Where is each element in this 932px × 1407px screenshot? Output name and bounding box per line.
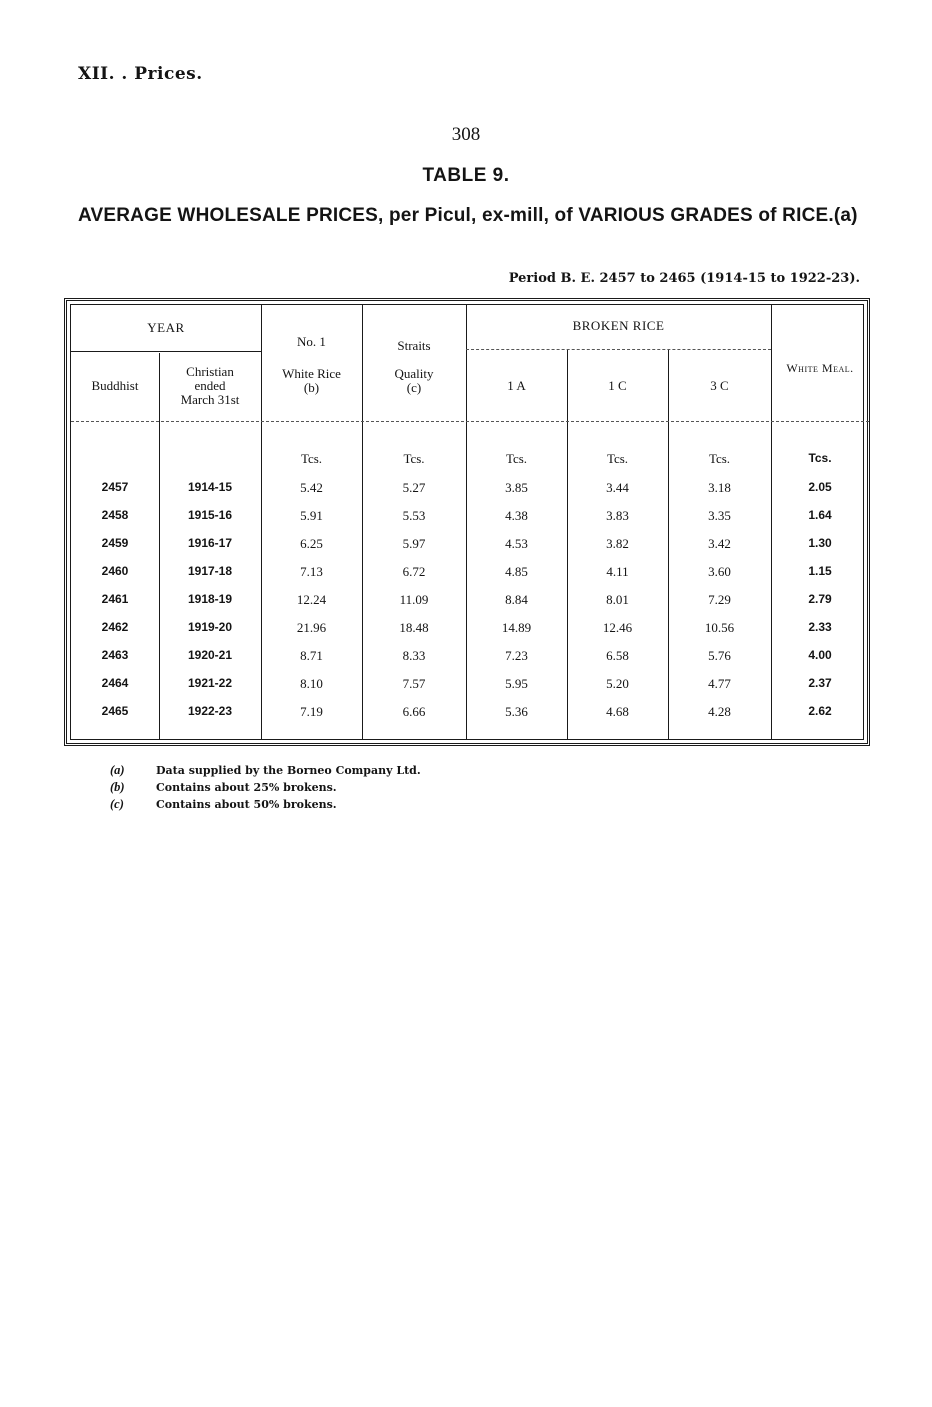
price-cell: 3.42 [708,536,731,551]
price-cell: 3.44 [606,480,629,495]
page-number: 308 [451,124,481,145]
price-cell: 8.10 [300,676,323,691]
buddhist-year: 2458 [101,508,129,522]
christian-year: 1915-16 [187,508,233,522]
price-cell: 18.48 [399,620,429,635]
row-divider [466,349,771,350]
row-divider [71,421,869,422]
price-cell: 21.96 [296,620,327,635]
section-heading: XII. . Prices. [78,64,203,84]
table-label: TABLE 9. [422,165,510,186]
footnote [110,796,421,813]
price-cell: 2.33 [808,620,832,634]
header-christian-line: March 31st [180,392,240,407]
header-christian-line: Christian [186,364,234,379]
buddhist-year: 2465 [101,704,129,718]
footnote-tag: (c) [110,797,124,811]
header-straits: Straits [397,338,431,353]
price-cell: 5.97 [402,536,426,551]
price-cell: 5.27 [402,480,426,495]
header-white-rice [261,367,362,395]
price-cell: 4.11 [606,564,629,579]
buddhist-year: 2457 [101,480,129,494]
price-cell: 8.71 [300,648,323,663]
header-year: YEAR [147,320,185,335]
period-note: Period B. E. 2457 to 2465 (1914-15 to 1922-23). [508,271,860,286]
footnote [110,779,421,796]
header-quality-line: (c) [406,380,422,395]
header-white-meal: White Meal. [786,361,854,375]
price-cell: 6.58 [606,648,629,663]
price-cell: 8.84 [505,592,528,607]
price-cell: 3.60 [708,564,731,579]
christian-year: 1918-19 [187,592,233,606]
buddhist-year: 2460 [101,564,129,578]
header-christian [159,365,261,407]
price-cell: 4.53 [505,536,528,551]
price-cell: 7.19 [300,704,323,719]
price-cell: 5.20 [606,676,629,691]
christian-year: 1919-20 [187,620,233,634]
price-cell: 4.77 [708,676,731,691]
price-cell: 5.91 [300,508,323,523]
price-cell: 7.23 [505,648,528,663]
header-quality [362,367,466,395]
price-cell: 5.36 [505,704,528,719]
unit-label: Tcs. [708,451,731,466]
price-cell: 5.76 [708,648,731,663]
unit-label: Tcs. [505,451,528,466]
row-divider [71,351,261,352]
price-cell: 5.95 [505,676,528,691]
price-cell: 4.68 [606,704,629,719]
header-1a: 1 A [507,378,526,393]
price-cell: 12.46 [602,620,633,635]
price-cell: 2.79 [808,592,832,606]
unit-label: Tcs. [403,451,425,466]
footnote-text: Contains about 25% brokens. [156,781,337,794]
footnotes [110,762,421,813]
christian-year: 1914-15 [187,480,233,494]
price-cell: 4.28 [708,704,731,719]
price-cell: 6.72 [402,564,426,579]
price-cell: 5.42 [300,480,323,495]
price-cell: 2.37 [808,676,832,690]
price-table-body [70,304,864,740]
christian-year: 1921-22 [187,676,233,690]
unit-label: Tcs. [300,451,323,466]
price-cell: 7.13 [300,564,323,579]
buddhist-year: 2461 [101,592,129,606]
buddhist-year: 2459 [101,536,129,550]
price-cell: 1.30 [808,536,832,550]
price-cell: 12.24 [296,592,327,607]
price-cell: 6.66 [402,704,426,719]
price-cell: 14.89 [501,620,532,635]
price-cell: 2.62 [808,704,832,718]
price-cell: 5.53 [402,508,426,523]
price-cell: 1.15 [808,564,832,578]
price-table [64,298,870,746]
header-3c: 3 C [710,378,729,393]
price-cell: 3.82 [606,536,629,551]
footnote-tag: (a) [110,763,125,777]
footnote-text: Data supplied by the Borneo Company Ltd. [156,764,421,777]
footnote [110,762,421,779]
price-cell: 3.35 [708,508,731,523]
header-christian-line: ended [194,378,226,393]
price-cell: 1.64 [808,508,832,522]
price-cell: 2.05 [808,480,832,494]
footnote-text: Contains about 50% brokens. [156,798,337,811]
price-cell: 7.57 [402,676,426,691]
header-white-rice-line: White Rice [282,366,341,381]
header-buddhist: Buddhist [91,378,139,393]
header-quality-line: Quality [394,366,434,381]
christian-year: 1920-21 [187,648,233,662]
price-cell: 7.29 [708,592,731,607]
price-cell: 8.33 [402,648,426,663]
buddhist-year: 2464 [101,676,129,690]
header-white-rice-line: (b) [303,380,320,395]
price-cell: 10.56 [704,620,735,635]
price-cell: 4.85 [505,564,528,579]
price-cell: 6.25 [300,536,323,551]
page-title: AVERAGE WHOLESALE PRICES, per Picul, ex-mill, of VARIOUS GRADES of RICE.(a) [78,205,858,226]
buddhist-year: 2463 [101,648,129,662]
christian-year: 1917-18 [187,564,233,578]
price-cell: 3.83 [606,508,629,523]
price-cell: 3.18 [708,480,731,495]
christian-year: 1916-17 [187,536,233,550]
unit-label: Tcs. [808,451,832,465]
unit-label: Tcs. [606,451,629,466]
buddhist-year: 2462 [101,620,129,634]
price-cell: 8.01 [606,592,629,607]
price-cell: 4.38 [505,508,528,523]
price-cell: 11.09 [399,592,429,607]
price-cell: 3.85 [505,480,528,495]
footnote-tag: (b) [110,780,125,794]
header-no1: No. 1 [297,334,326,349]
header-broken-rice: BROKEN RICE [572,318,665,333]
price-cell: 4.00 [808,648,832,662]
christian-year: 1922-23 [187,704,233,718]
header-1c: 1 C [608,378,627,393]
